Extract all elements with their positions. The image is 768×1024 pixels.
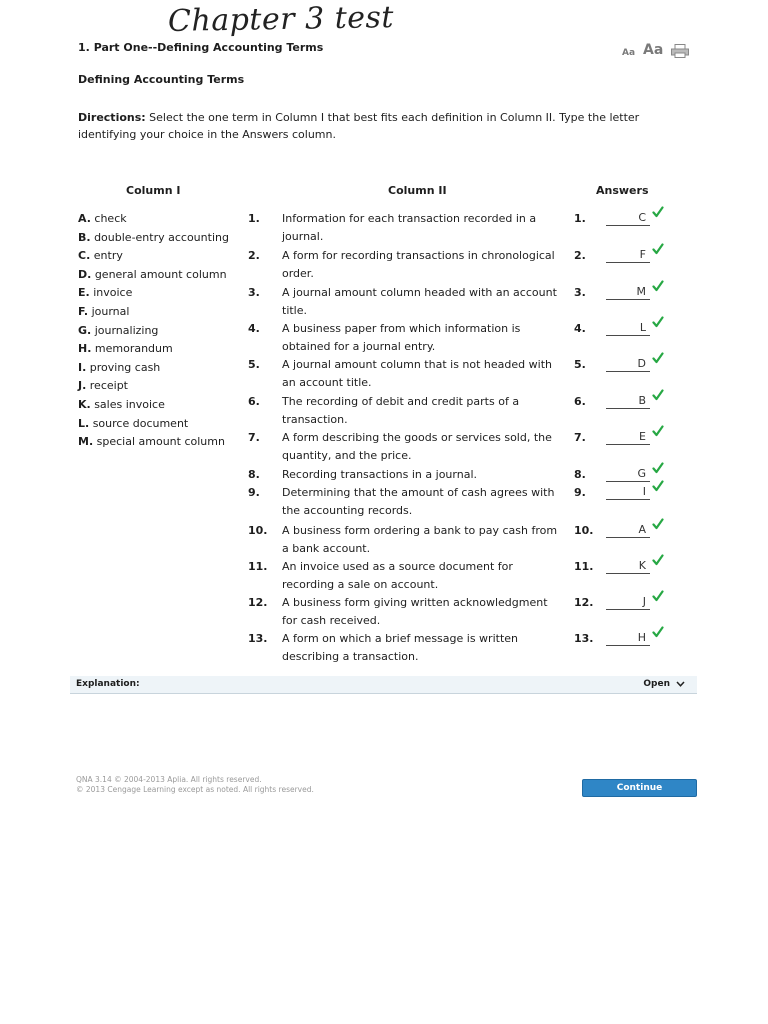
answer-row: 6. B bbox=[572, 393, 672, 411]
term-item: H. memorandum bbox=[78, 342, 173, 356]
check-icon bbox=[652, 280, 664, 292]
term-item: B. double-entry accounting bbox=[78, 230, 229, 244]
answer-row: 3. M bbox=[572, 284, 672, 302]
check-icon bbox=[652, 316, 664, 328]
term-item: C. entry bbox=[78, 249, 123, 263]
check-icon bbox=[652, 352, 664, 364]
check-icon bbox=[652, 389, 664, 401]
font-size-small-button[interactable]: Aa bbox=[622, 48, 636, 58]
term-item: E. invoice bbox=[78, 286, 133, 300]
answer-input[interactable] bbox=[606, 320, 650, 336]
column-2-header: Column II bbox=[388, 184, 447, 197]
term-item: A. check bbox=[78, 212, 127, 225]
question-title-text: Part One--Defining Accounting Terms bbox=[93, 41, 324, 54]
term-item: F. journal bbox=[78, 304, 130, 318]
answer-row: 10. A bbox=[572, 522, 672, 540]
footer-copyright-line1: QNA 3.14 © 2004-2013 Aplia. All rights reserved. bbox=[76, 775, 262, 784]
term-item: G. journalizing bbox=[78, 323, 159, 337]
term-item: K. sales invoice bbox=[78, 397, 165, 411]
question-number: 1. bbox=[78, 41, 90, 54]
directions-label: Directions: bbox=[78, 111, 146, 124]
answers-header: Answers bbox=[596, 184, 649, 197]
directions bbox=[78, 109, 678, 143]
check-icon bbox=[652, 425, 664, 437]
check-icon bbox=[652, 243, 664, 255]
continue-button[interactable]: Continue bbox=[582, 779, 697, 797]
answer-row: 11. K bbox=[572, 558, 672, 576]
font-size-large-button[interactable]: Aa bbox=[643, 42, 664, 58]
column-1-header: Column I bbox=[126, 184, 181, 197]
answer-input[interactable] bbox=[606, 484, 650, 500]
answer-row: 12. J bbox=[572, 594, 672, 612]
answer-input[interactable] bbox=[606, 594, 650, 610]
print-icon[interactable] bbox=[671, 44, 689, 58]
check-icon bbox=[652, 480, 664, 492]
check-icon bbox=[652, 462, 664, 474]
term-item: J. receipt bbox=[78, 379, 128, 393]
term-item: D. general amount column bbox=[78, 267, 227, 281]
term-item: I. proving cash bbox=[78, 360, 161, 374]
answer-input[interactable] bbox=[606, 210, 650, 226]
answer-row: 9. I bbox=[572, 484, 672, 502]
chevron-down-icon bbox=[676, 681, 685, 687]
answer-input[interactable] bbox=[606, 247, 650, 263]
answer-input[interactable] bbox=[606, 558, 650, 574]
answer-row: 8. G bbox=[572, 466, 672, 484]
answer-row: 13. H bbox=[572, 630, 672, 648]
explanation-toggle-label: Open bbox=[643, 679, 670, 689]
check-icon bbox=[652, 590, 664, 602]
answer-input[interactable] bbox=[606, 429, 650, 445]
explanation-bar bbox=[70, 676, 697, 694]
check-icon bbox=[652, 206, 664, 218]
answer-input[interactable] bbox=[606, 466, 650, 482]
answer-input[interactable] bbox=[606, 356, 650, 372]
answer-input[interactable] bbox=[606, 522, 650, 538]
answer-row: 7. E bbox=[572, 429, 672, 447]
answer-input[interactable] bbox=[606, 284, 650, 300]
explanation-toggle[interactable] bbox=[643, 679, 685, 689]
answer-row: 1. C bbox=[572, 210, 672, 228]
answer-input[interactable] bbox=[606, 630, 650, 646]
answer-row: 2. F bbox=[572, 247, 672, 265]
check-icon bbox=[652, 554, 664, 566]
term-item: M. special amount column bbox=[78, 435, 225, 449]
check-icon bbox=[652, 518, 664, 530]
terms-list bbox=[78, 210, 229, 452]
section-title: Defining Accounting Terms bbox=[78, 73, 245, 86]
explanation-label: Explanation: bbox=[76, 679, 140, 689]
handwritten-annotation: Chapter 3 test bbox=[167, 0, 395, 39]
answer-row: 4. L bbox=[572, 320, 672, 338]
footer bbox=[76, 775, 314, 795]
term-item: L. source document bbox=[78, 416, 189, 430]
font-tools bbox=[622, 42, 689, 58]
directions-text: Select the one term in Column I that best fits each definition in Column II. Type the letter identifying your choice in the Answers column. bbox=[78, 111, 640, 141]
answer-row: 5. D bbox=[572, 356, 672, 374]
answer-input[interactable] bbox=[606, 393, 650, 409]
footer-copyright-line2: © 2013 Cengage Learning except as noted. All rights reserved. bbox=[76, 785, 314, 794]
question-title bbox=[78, 41, 323, 54]
check-icon bbox=[652, 626, 664, 638]
